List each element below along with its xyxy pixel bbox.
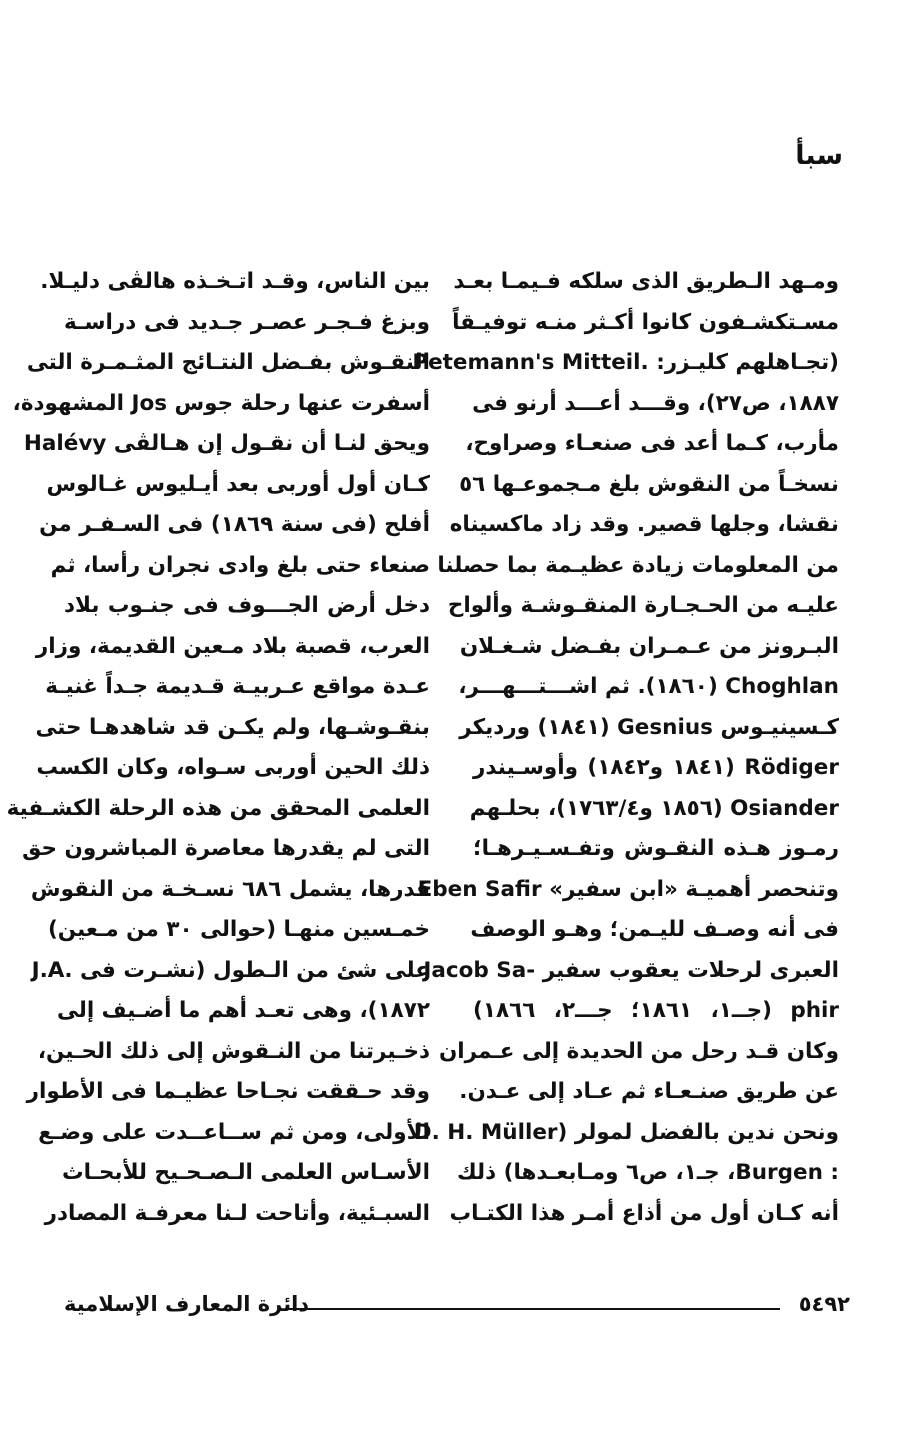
left-column-line: وبزغ فـجـر عصـر جـديد فى دراسـة	[64, 309, 430, 335]
right-column-line: مسـتكشـفون كانوا أكـثر منـه توفيـقاً	[452, 309, 839, 335]
right-column-line: نسخـاً من النقوش بلغ مـجموعـها ٥٦	[459, 471, 839, 497]
left-column-line: دخل أرض الجـــوف فى جنـوب بلاد	[64, 593, 430, 618]
left-column-line: العرب، قصبة بلاد مـعين القديمة، وزار	[35, 633, 430, 659]
footer-book-title: دائرة المعارف الإسلامية	[64, 1292, 310, 1316]
left-column-line: ذلك الحين أوربى سـواه، وكان الكسب	[36, 755, 430, 780]
left-column-line: وقد حـققت نجـاحا عظيـما فى الأطوار	[26, 1079, 430, 1104]
footer-page-number: ٥٤٩٢	[798, 1292, 850, 1316]
right-column-line: عن طريق صنـعـاء ثم عـاد إلى عـدن.	[459, 1079, 839, 1104]
right-column-line: : Burgen، جـ١، ص٦ ومـابعـدها) ذلك	[457, 1160, 839, 1185]
right-column-line: phir (جــ١، ١٨٦١؛ جـــ٢، ١٨٦٦)	[473, 998, 839, 1023]
left-column-line: ذخـيرتنا من النـقوش إلى ذلك الحـين،	[37, 1038, 430, 1064]
right-column-line: ومـهد الـطريق الذى سلكه فـيمـا بعـد	[453, 269, 839, 294]
right-column-line: (تجـاهلهم كليـزر: .Petemann's Mitteil	[412, 350, 839, 375]
right-text-column	[412, 262, 839, 1234]
right-column-line: وكان قـد رحل من الحديدة إلى عـمران	[438, 1038, 839, 1064]
running-head: سبأ	[795, 140, 843, 171]
left-column-line: قدرها، يشمل ٦٨٦ نسـخـة من النقوش	[30, 876, 430, 902]
left-column-line: بنقـوشـها، ولم يكـن قد شاهدهـا حتى	[35, 714, 430, 740]
right-column-line: فى أنه وصـف لليـمن؛ وهـو الوصف	[470, 917, 839, 942]
right-column-line: وتنحصر أهميـة «ابن سفير» Eben Safir	[417, 876, 839, 902]
left-column-line: بين الناس، وقـد اتـخـذه هالڤى دليـلا.	[40, 269, 430, 294]
right-column-line: Rödiger (١٨٤١ و١٨٤٢) وأوسـيندر	[473, 755, 839, 780]
right-column-line: من المعلومات زيادة عظيـمة بما حصلنا	[437, 552, 839, 578]
right-column-line: Choghlan (١٨٦٠). ثم اشـــتـــهـــر،	[458, 674, 839, 699]
left-column-line: أفلح (فى سنة ١٨٦٩) فى السـفـر من	[39, 512, 430, 537]
left-column-line: التى لم يقدرها معاصرة المباشرون حق	[22, 836, 430, 861]
page-footer	[64, 1292, 850, 1322]
right-column-line: Osiander (١٨٥٦ و١٧٦٣/٤)، بحلـهم	[469, 795, 839, 821]
left-column-line: ويحق لنـا أن نقـول إن هـالڤى Halévy	[23, 431, 430, 456]
left-column-line: ١٨٧٢)، وهى تعـد أهم ما أضـيف إلى	[57, 998, 430, 1023]
left-column-line: النقـوش بفـضل النتـائج المثـمـرة التى	[26, 350, 430, 375]
right-column-line: مأرب، كـما أعد فى صنعـاء وصراوح،	[465, 431, 839, 456]
footer-rule	[286, 1308, 780, 1310]
left-column-line: الأولى، ومن ثم ســاعــدت على وضـع	[38, 1119, 430, 1145]
left-column-line: كـان أول أوربى بعد أيـليوس غـالوس	[46, 471, 430, 497]
right-column-line: ١٨٨٧، ص٢٧)، وقـــد أعـــد أرنو فى	[472, 390, 839, 416]
right-column-line: العبرى لرحلات يعقوب سفير -Jacob Sa	[423, 957, 839, 983]
left-column-line: الأسـاس العلمى الـصـحـيح للأبحـاث	[61, 1160, 430, 1185]
right-column-line: ونحن ندين بالفضل لمولر (D. H. Müller	[413, 1119, 839, 1145]
left-column-line: على شئ من الـطول (نشـرت فى .J.A	[31, 957, 430, 983]
right-column-line: عليـه من الحـجـارة المنقـوشـة وألواح	[447, 593, 839, 618]
right-column-line: البـرونز من عـمـران بفـضل شـغـلان	[459, 633, 839, 659]
left-column-line: العلمى المحقق من هذه الرحلة الكشـفية	[6, 795, 430, 821]
right-column-line: كـسينيـوس Gesnius (١٨٤١) ورديكر	[459, 714, 839, 740]
left-text-column	[6, 262, 430, 1234]
right-column-line: نقشا، وجلها قصير. وقد زاد ماكسيناه	[449, 512, 839, 537]
right-column-line: رمـوز هـذه النقـوش وتفـسـيـرهـا؛	[473, 836, 839, 861]
left-column-line: صنعاء حتى بلغ وادى نجران رأسا، ثم	[50, 552, 430, 578]
left-column-line: خمـسين منهـا (حوالى ٣٠ من مـعين)	[47, 917, 430, 942]
right-column-line: أنه كـان أول من أذاع أمـر هذا الكتـاب	[449, 1200, 839, 1226]
left-column-line: عـدة مواقع عـربيـة قـديمة جـداً غنيـة	[45, 674, 430, 699]
left-column-line: أسفرت عنها رحلة جوس Jos المشهودة،	[12, 390, 430, 416]
left-column-line: السبـئية، وأتاحت لـنا معرفـة المصادر	[44, 1200, 430, 1226]
